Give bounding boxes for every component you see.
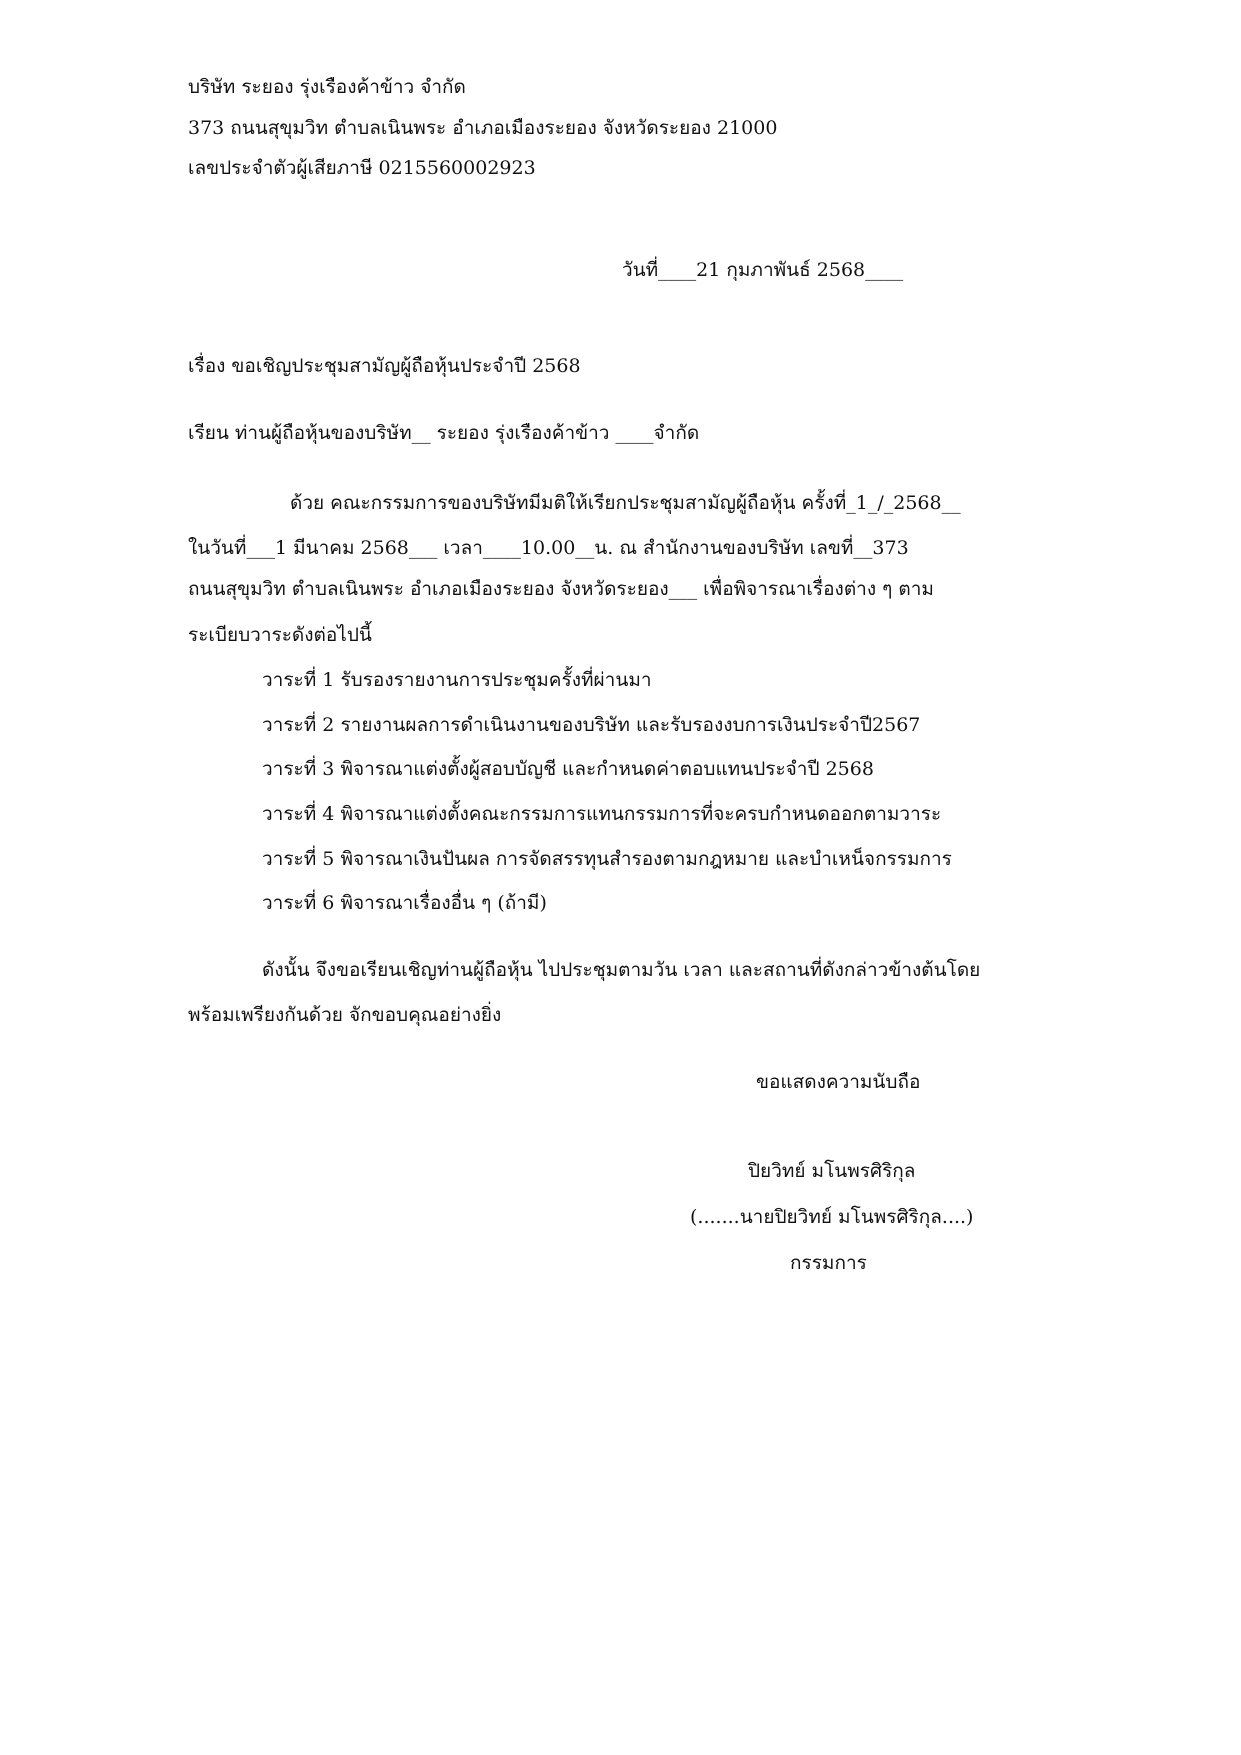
- agenda-item: วาระที่ 3 พิจารณาแต่งตั้งผู้สอบบัญชี และกำหนดค่าตอบแทนประจำปี 2568: [262, 758, 874, 780]
- agenda-item: วาระที่ 5 พิจารณาเงินปันผล การจัดสรรทุนสำรองตามกฎหมาย และบำเหน็จกรรมการ: [262, 848, 952, 870]
- printed-name: (.......นายปิยวิทย์ มโนพรศิริกุล....): [690, 1206, 974, 1228]
- paragraph-line: พร้อมเพรียงกันด้วย จักขอบคุณอย่างยิ่ง: [188, 1004, 502, 1026]
- signer-title: กรรมการ: [790, 1252, 867, 1274]
- subject-line: เรื่อง ขอเชิญประชุมสามัญผู้ถือหุ้นประจำปี 2568: [188, 355, 581, 377]
- agenda-item: วาระที่ 4 พิจารณาแต่งตั้งคณะกรรมการแทนกรรมการที่จะครบกำหนดออกตามวาระ: [262, 803, 942, 825]
- paragraph-line: ในวันที่___1 มีนาคม 2568___ เวลา____10.00__น. ณ สำนักงานของบริษัท เลขที่__373: [188, 537, 909, 559]
- agenda-item: วาระที่ 1 รับรองรายงานการประชุมครั้งที่ผ่านมา: [262, 669, 652, 691]
- recipient-line: เรียน ท่านผู้ถือหุ้นของบริษัท__ ระยอง รุ่งเรืองค้าข้าว ____จำกัด: [188, 422, 700, 444]
- date-line: วันที่____21 กุมภาพันธ์ 2568____: [622, 259, 904, 281]
- signature: ปิยวิทย์ มโนพรศิริกุล: [748, 1160, 916, 1182]
- paragraph-line: ระเบียบวาระดังต่อไปนี้: [188, 624, 372, 646]
- paragraph-line: ด้วย คณะกรรมการของบริษัทมีมติให้เรียกประชุมสามัญผู้ถือหุ้น ครั้งที่_1_/_2568__: [290, 492, 961, 514]
- paragraph-line: ถนนสุขุมวิท ตำบลเนินพระ อำเภอเมืองระยอง จังหวัดระยอง___ เพื่อพิจารณาเรื่องต่าง ๆ ตาม: [188, 578, 934, 600]
- company-address: 373 ถนนสุขุมวิท ตำบลเนินพระ อำเภอเมืองระยอง จังหวัดระยอง 21000: [188, 117, 778, 139]
- tax-id: เลขประจำตัวผู้เสียภาษี 0215560002923: [188, 157, 536, 179]
- agenda-item: วาระที่ 2 รายงานผลการดำเนินงานของบริษัท และรับรองงบการเงินประจำปี2567: [262, 714, 921, 736]
- agenda-item: วาระที่ 6 พิจารณาเรื่องอื่น ๆ (ถ้ามี): [262, 892, 547, 914]
- closing-regards: ขอแสดงความนับถือ: [756, 1071, 921, 1093]
- paragraph-line: ดังนั้น จึงขอเรียนเชิญท่านผู้ถือหุ้น ไปประชุมตามวัน เวลา และสถานที่ดังกล่าวข้างต้นโดย: [262, 959, 981, 981]
- company-name: บริษัท ระยอง รุ่งเรืองค้าข้าว จำกัด: [188, 76, 466, 98]
